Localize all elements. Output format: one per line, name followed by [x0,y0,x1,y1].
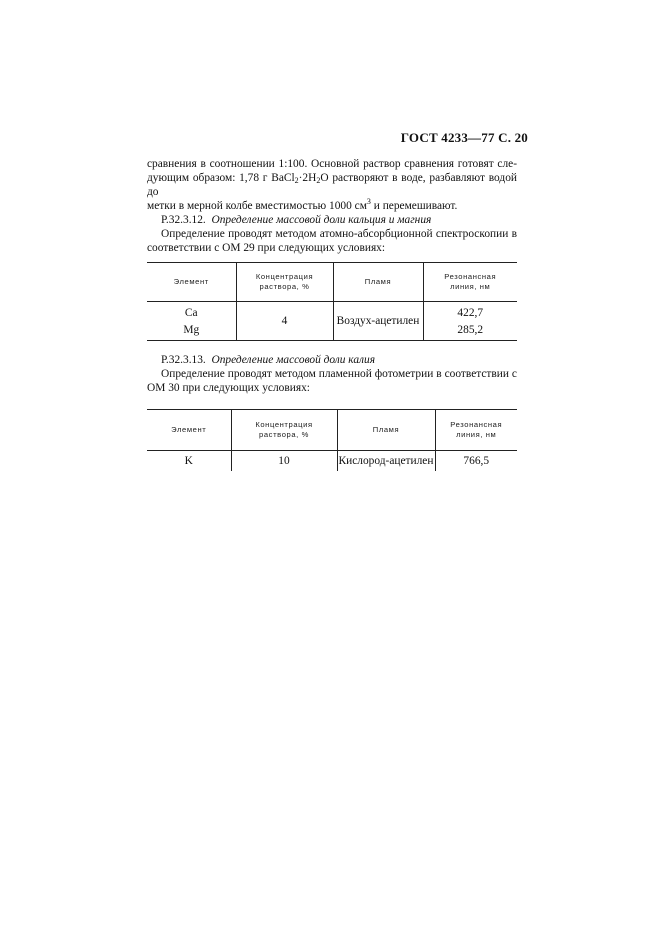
table-row [147,451,517,472]
section-heading-calcium-magnesium: Р.32.3.12. Определение массовой доли кальция и магния [161,214,432,226]
cell-flame: Воздух-ацетилен [333,302,423,341]
cell-wavelength: 766,5 [435,451,517,472]
header-resonance-line: Резонансная линия, нм [435,410,517,451]
header-concentration: Концентрация раствора, % [236,263,333,302]
header-flame: Пламя [333,263,423,302]
section-heading-potassium: Р.32.3.13. Определение массовой доли калия [161,354,376,366]
text-line: сравнения в соотношении 1:100. Основной раствор сравнения готовят сле- [147,158,517,170]
text-line: соответствии с ОМ 29 при следующих условиях: [147,242,386,254]
cell-element: K [184,455,193,467]
cell-concentration: 10 [231,451,337,472]
table-potassium [147,409,517,471]
header-flame: Пламя [337,410,435,451]
text-line: Определение проводят методом пламенной фотометрии в соответствии с [161,368,517,380]
header-resonance-line: Резонансная линия, нм [423,263,517,302]
page-content [147,157,517,471]
table-row [147,302,517,322]
document-header: ГОСТ 4233—77 С. 20 [400,130,528,145]
header-element: Элемент [147,410,231,451]
cell-concentration: 4 [236,302,333,341]
table-header-row [147,263,517,302]
text-line: ОМ 30 при следующих условиях: [147,382,310,394]
cell-flame: Кислород-ацетилен [337,451,435,472]
cell-element: Ca [184,306,198,319]
cell-wavelength: 285,2 [423,321,517,341]
text-line: дующим образом: 1,78 г $BaCl_2\cdot 2H_2O$ растворяют в воде, разбавляют водой до [147,172,517,198]
cell-wavelength: 422,7 [423,302,517,322]
table-header-row [147,410,517,451]
paragraph-reference-solution [147,157,517,213]
text-line: метки в мерной колбе вместимостью 1000 $см^3$ и перемешивают. [147,197,458,212]
header-concentration: Концентрация раствора, % [231,410,337,451]
header-element: Элемент [147,263,236,302]
text-line: Определение проводят методом атомно-абсорбционной спектроскопии в [161,228,517,240]
table-calcium-magnesium [147,262,517,341]
cell-element: Mg [183,323,200,336]
